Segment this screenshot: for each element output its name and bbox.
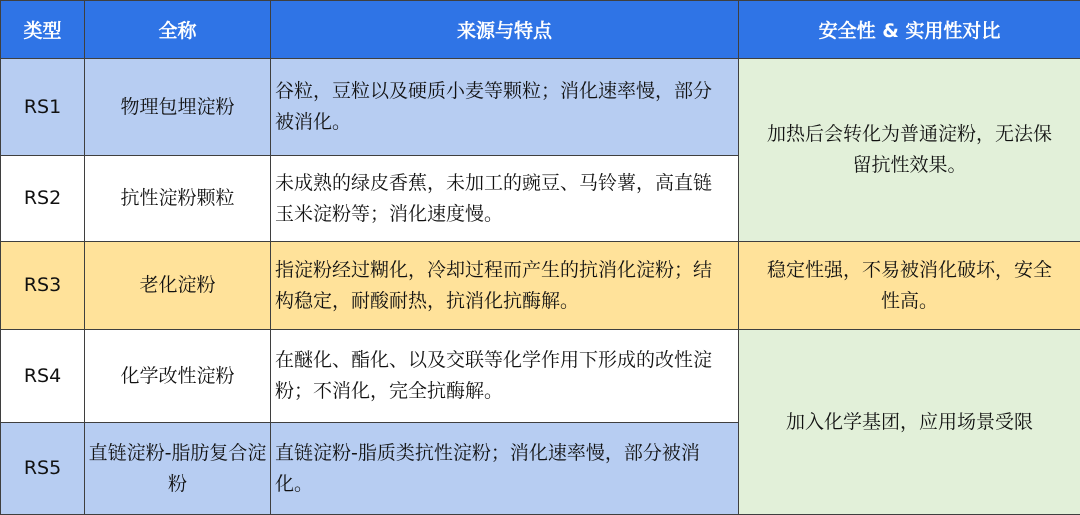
- cell-source: 指淀粉经过糊化，冷却过程而产生的抗消化淀粉；结构稳定，耐酸耐热，抗消化抗酶解。: [271, 242, 739, 330]
- cell-type: RS1: [1, 59, 85, 156]
- table-header-row: [1, 1, 1080, 59]
- cell-compare-rs1-rs2: 加热后会转化为普通淀粉，无法保留抗性效果。: [739, 59, 1080, 242]
- header-compare: 安全性 & 实用性对比: [739, 1, 1080, 59]
- cell-type: RS2: [1, 156, 85, 242]
- cell-source: 未成熟的绿皮香蕉，未加工的豌豆、马铃薯，高直链玉米淀粉等；消化速度慢。: [271, 156, 739, 242]
- cell-name: 直链淀粉-脂肪复合淀粉: [85, 423, 271, 515]
- cell-source: 在醚化、酯化、以及交联等化学作用下形成的改性淀粉；不消化，完全抗酶解。: [271, 330, 739, 423]
- cell-source: 谷粒，豆粒以及硬质小麦等颗粒；消化速率慢，部分被消化。: [271, 59, 739, 156]
- table-row-rs1: [1, 59, 1080, 156]
- header-type: 类型: [1, 1, 85, 59]
- cell-compare-rs3: 稳定性强，不易被消化破坏，安全性高。: [739, 242, 1080, 330]
- table-row-rs3: [1, 242, 1080, 330]
- cell-name: 物理包埋淀粉: [85, 59, 271, 156]
- cell-compare-rs4-rs5: 加入化学基团，应用场景受限: [739, 330, 1080, 515]
- header-name: 全称: [85, 1, 271, 59]
- header-source: 来源与特点: [271, 1, 739, 59]
- cell-type: RS4: [1, 330, 85, 423]
- cell-name: 抗性淀粉颗粒: [85, 156, 271, 242]
- cell-type: RS5: [1, 423, 85, 515]
- table-row-rs4: [1, 330, 1080, 423]
- cell-type: RS3: [1, 242, 85, 330]
- cell-name: 化学改性淀粉: [85, 330, 271, 423]
- cell-source: 直链淀粉-脂质类抗性淀粉；消化速率慢，部分被消化。: [271, 423, 739, 515]
- cell-name: 老化淀粉: [85, 242, 271, 330]
